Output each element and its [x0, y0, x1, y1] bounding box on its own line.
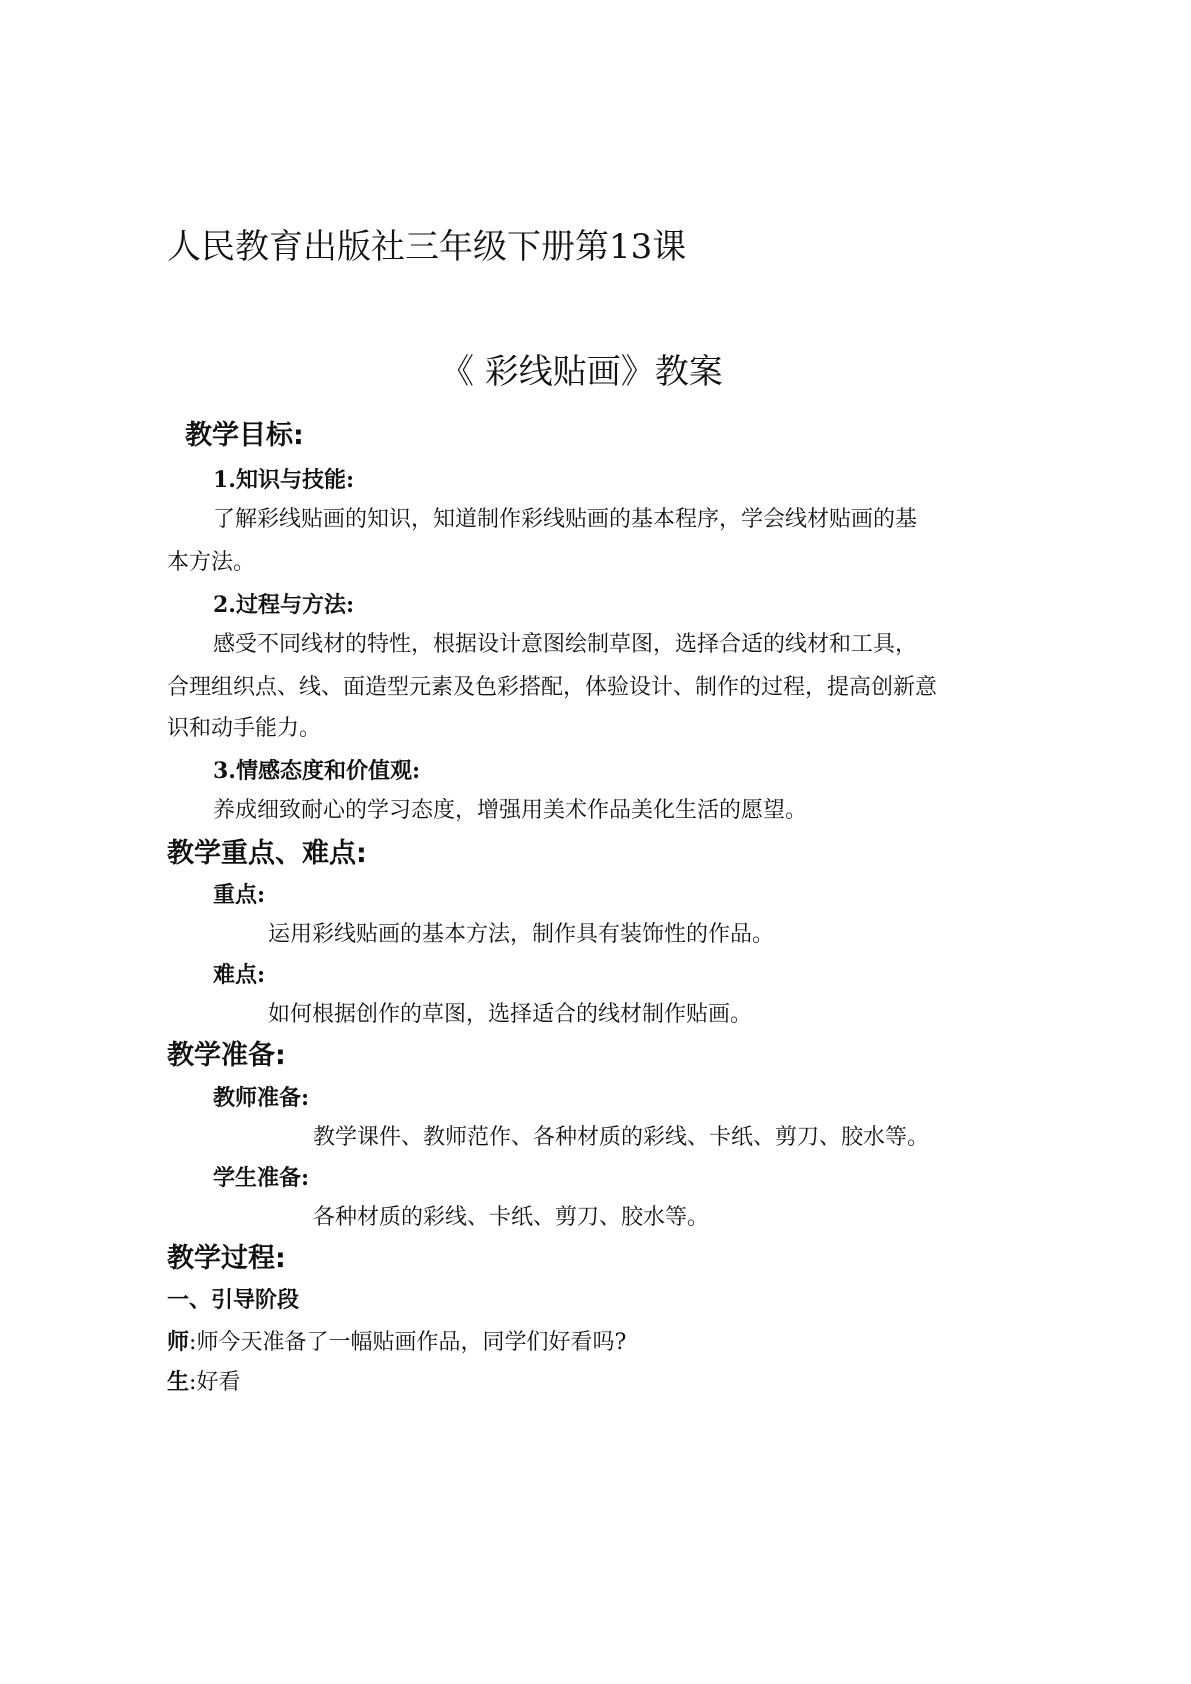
key-points-heading: 教学重点、难点:	[167, 838, 367, 869]
process-methods-text-3: 识和动手能力。	[167, 716, 322, 741]
process-methods-text-1: 感受不同线材的特性，根据设计意图绘制草图，选择合适的线材和工具，	[213, 632, 918, 657]
publisher-line: 人民教育出版社三年级下册第13课	[167, 227, 687, 267]
speaker-student: 生	[167, 1370, 190, 1395]
student-prep-text: 各种材质的彩线、卡纸、剪刀、胶水等。	[313, 1205, 710, 1230]
emotion-values-label: 3.情感态度和价值观:	[213, 758, 421, 784]
dialogue-line-teacher	[167, 1332, 626, 1354]
preparation-heading: 教学准备:	[167, 1040, 286, 1071]
stage-one-heading: 一、引导阶段	[167, 1288, 300, 1313]
objectives-heading: 教学目标:	[185, 420, 304, 451]
difficulty-text: 如何根据创作的草图，选择适合的线材制作贴画。	[268, 1002, 753, 1027]
knowledge-skills-text-2: 本方法。	[167, 550, 256, 575]
teacher-prep-label: 教师准备:	[213, 1085, 310, 1111]
process-heading: 教学过程:	[167, 1243, 286, 1274]
focus-text: 运用彩线贴画的基本方法，制作具有装饰性的作品。	[268, 922, 775, 947]
student-prep-label: 学生准备:	[213, 1165, 310, 1191]
knowledge-skills-text-1: 了解彩线贴画的知识，知道制作彩线贴画的基本程序，学会线材贴画的基	[213, 507, 918, 532]
student-speech: 好看	[196, 1370, 241, 1395]
dialogue-line-student	[167, 1372, 240, 1394]
speaker-separator: :	[189, 1330, 197, 1355]
speaker-separator: :	[189, 1370, 197, 1395]
knowledge-skills-label: 1.知识与技能:	[213, 467, 355, 493]
process-methods-label: 2.过程与方法:	[213, 592, 355, 618]
process-methods-text-2: 合理组织点、线、面造型元素及色彩搭配，体验设计、制作的过程，提高创新意	[167, 675, 938, 700]
emotion-values-text: 养成细致耐心的学习态度，增强用美术作品美化生活的愿望。	[213, 798, 808, 823]
speaker-teacher: 师	[167, 1330, 190, 1355]
focus-label: 重点:	[213, 882, 266, 908]
document-title: 《 彩线贴画》教案	[440, 352, 723, 392]
teacher-prep-text: 教学课件、教师范作、各种材质的彩线、卡纸、剪刀、胶水等。	[313, 1125, 930, 1150]
teacher-speech: 师今天准备了一幅贴画作品，同学们好看吗?	[196, 1330, 627, 1355]
difficulty-label: 难点:	[213, 962, 266, 988]
